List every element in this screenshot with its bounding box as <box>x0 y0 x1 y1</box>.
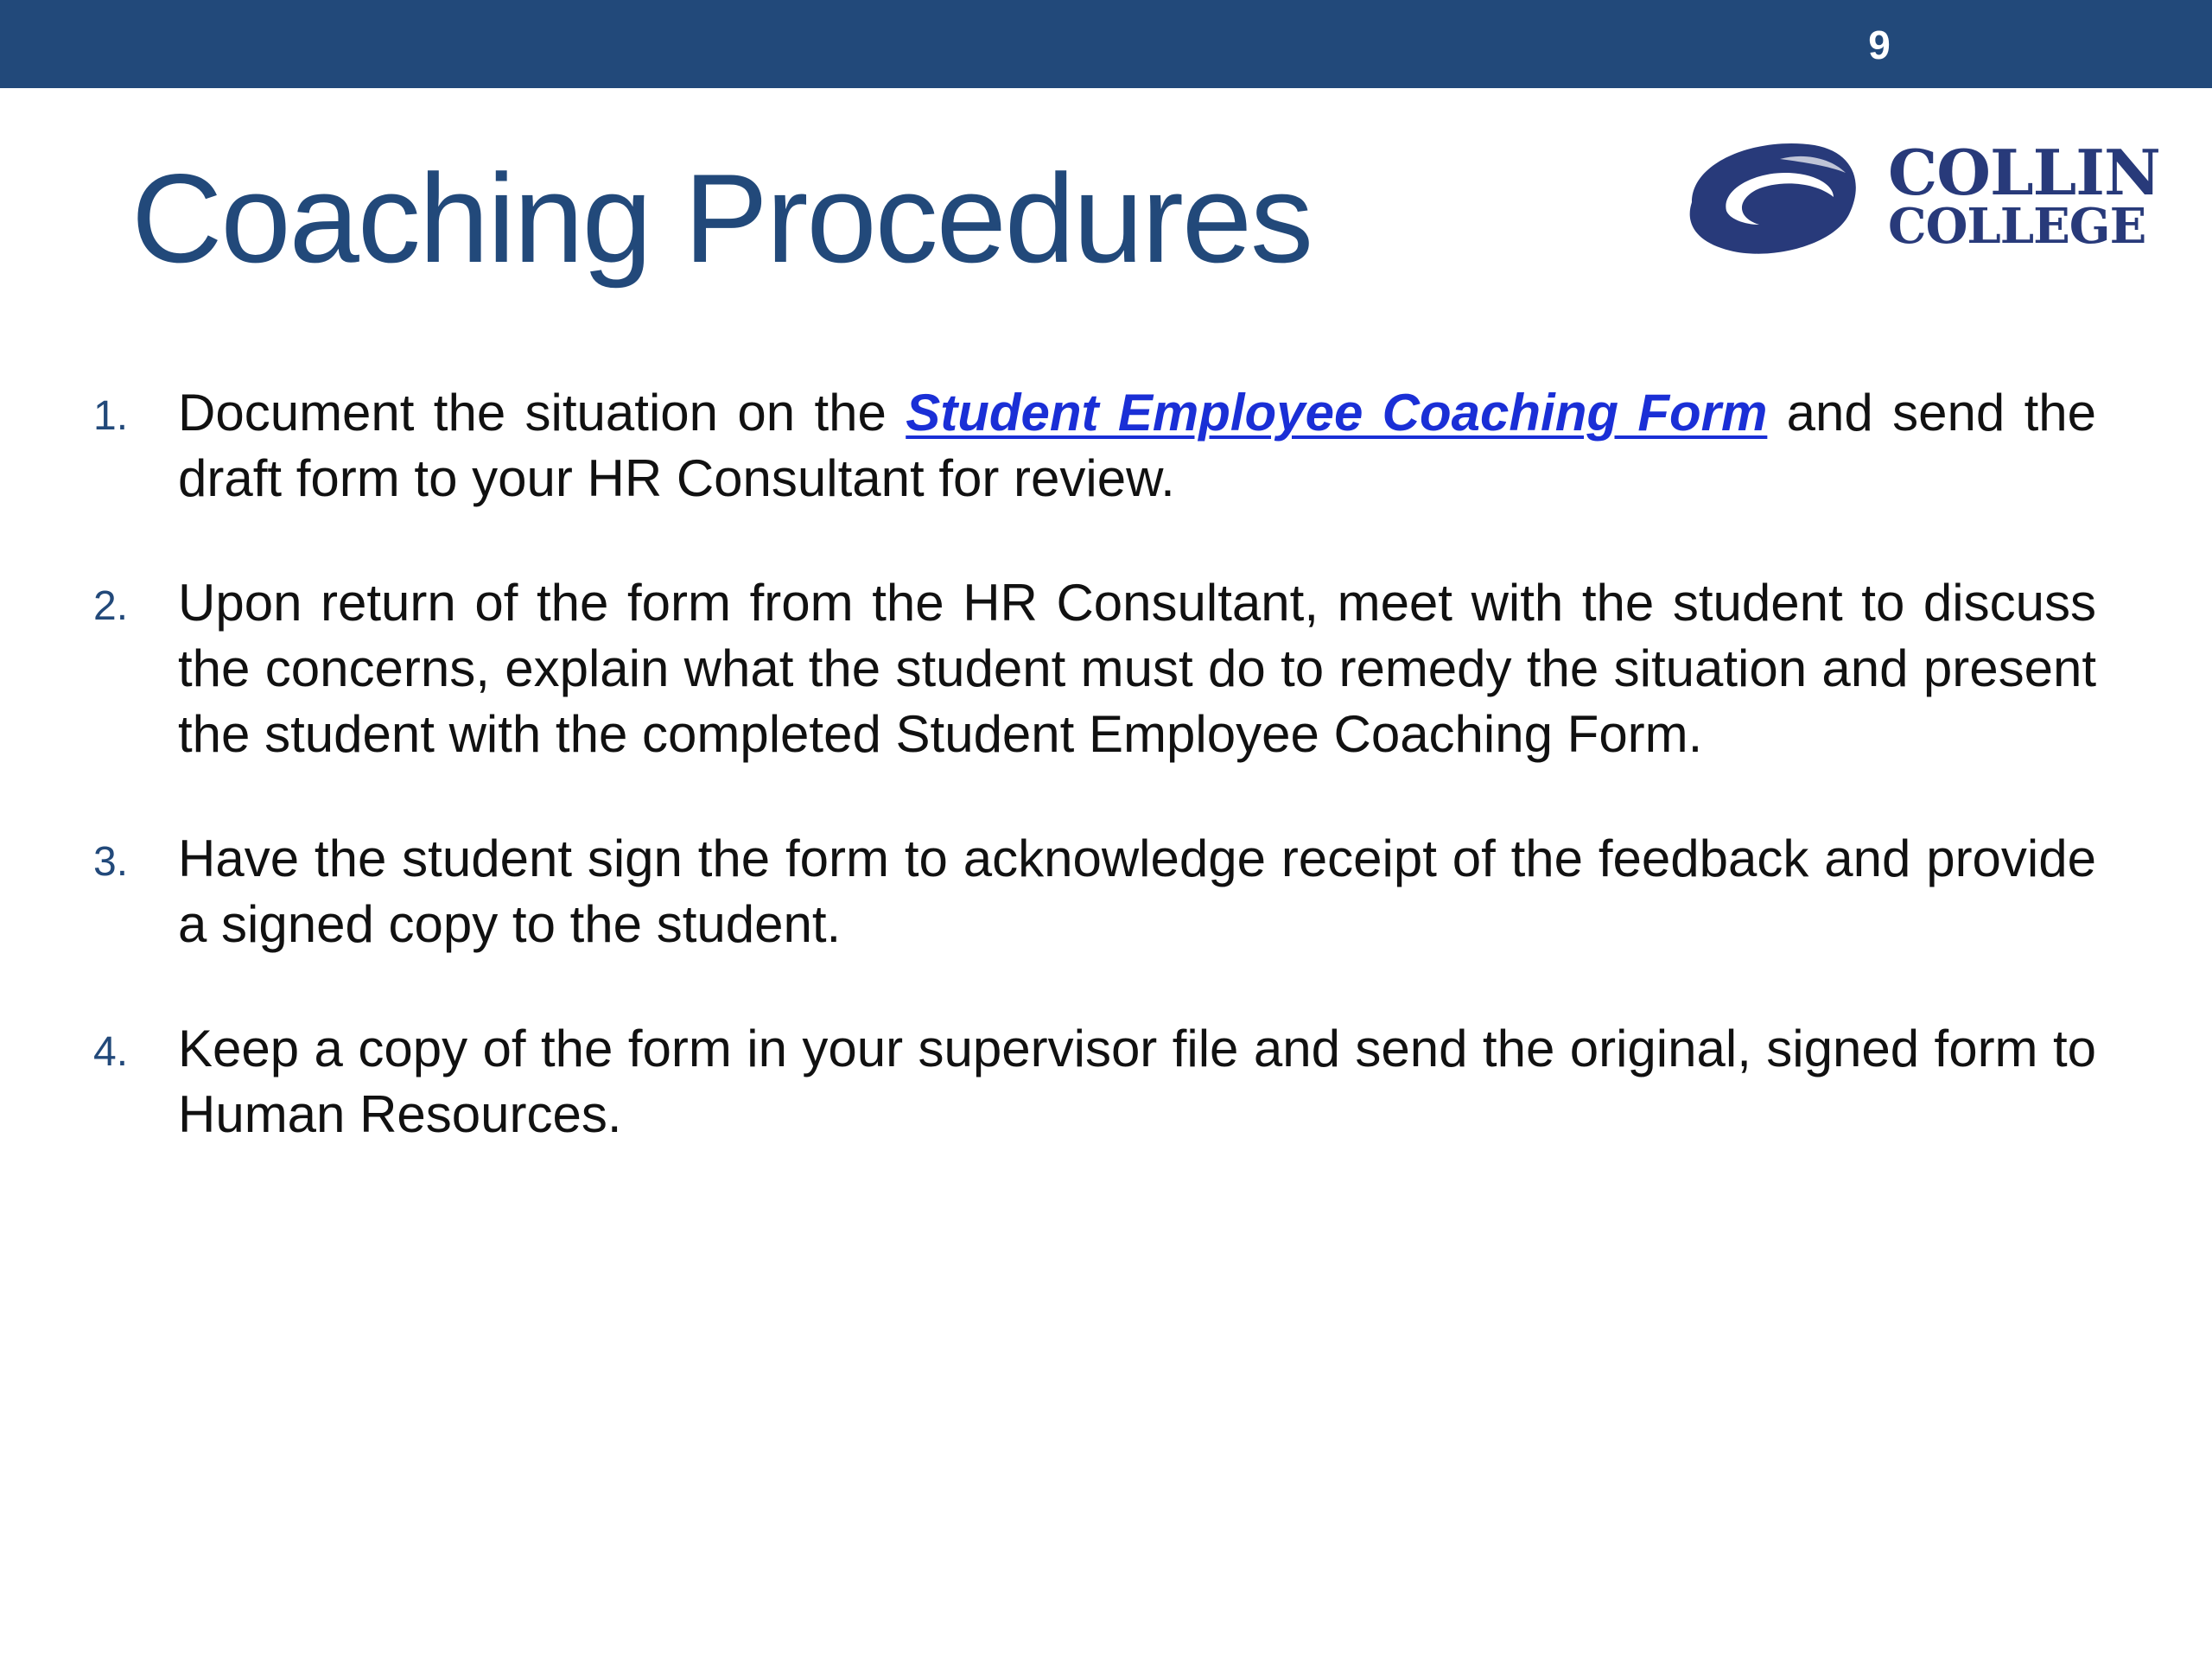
step-number: 2. <box>93 583 129 629</box>
step-text-after-link: and send the draft form to your HR Consultant for review. <box>178 384 2096 507</box>
header-bar <box>0 0 2212 88</box>
procedure-step-4 <box>93 1016 2096 1147</box>
step-number: 1. <box>93 393 129 439</box>
step-text: Upon return of the form from the HR Consultant, meet with the student to discuss the concerns, explain what the student must do to remedy the situation and present the student with the completed Student Employee Coaching Form. <box>178 574 2096 763</box>
step-number: 3. <box>93 839 129 885</box>
slide-title: Coaching Procedures <box>131 148 1313 289</box>
step-text: Keep a copy of the form in your supervisor file and send the original, signed form to Human Resources. <box>178 1020 2096 1143</box>
logo-wordmark <box>1888 136 2160 255</box>
procedure-list <box>93 380 2096 1206</box>
collin-college-logo <box>1676 135 2160 264</box>
page-number: 9 <box>1868 22 1891 67</box>
step-number: 4. <box>93 1029 129 1075</box>
collin-college-swoosh-icon <box>1676 135 1866 264</box>
logo-line-college: COLLEGE <box>1888 198 2146 255</box>
logo-line-collin: COLLIN <box>1888 136 2160 209</box>
step-text-before-link: Document the situation on the <box>178 384 906 442</box>
procedure-step-3 <box>93 826 2096 957</box>
step-text: Have the student sign the form to acknowledge receipt of the feedback and provide a signed copy to the student. <box>178 830 2096 953</box>
procedure-step-1 <box>93 380 2096 512</box>
procedure-step-2 <box>93 570 2096 767</box>
coaching-form-link[interactable]: Student Employee Coaching Form <box>906 384 1768 442</box>
